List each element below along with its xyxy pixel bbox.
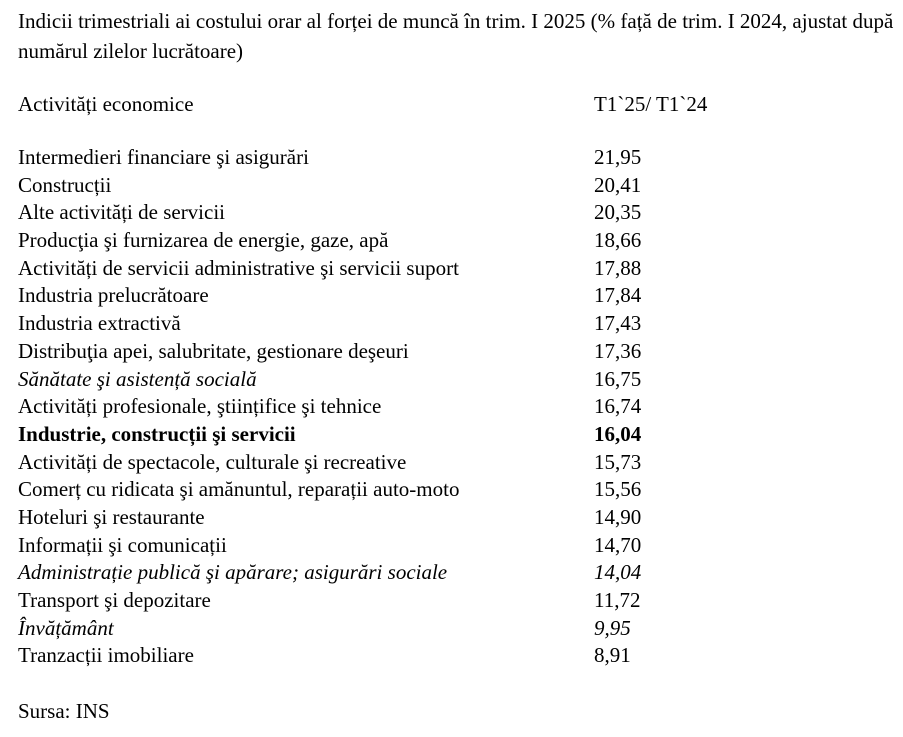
table-row — [18, 421, 898, 449]
document-title: Indicii trimestriali ai costului orar al forței de muncă în trim. I 2025 (% față de trim. I 2024, ajustat după numărul zilelor lucrătoare) — [18, 9, 894, 63]
table-row — [18, 282, 898, 310]
table-row — [18, 338, 898, 366]
table-row — [18, 642, 898, 670]
table-row — [18, 172, 898, 200]
table-row — [18, 199, 898, 227]
index-value: 11,72 — [594, 588, 641, 612]
index-value: 16,74 — [594, 394, 642, 419]
activity-name: Industria prelucrătoare — [18, 283, 209, 308]
activity-name: Producţia şi furnizarea de energie, gaze, apă — [18, 228, 389, 253]
index-value: 20,41 — [594, 172, 642, 197]
table-row — [18, 144, 898, 172]
index-value: 14,90 — [594, 504, 642, 529]
index-value: 18,66 — [594, 228, 642, 253]
index-value: 17,88 — [594, 255, 642, 280]
table-header — [18, 90, 898, 118]
activity-name: Construcții — [18, 172, 112, 197]
activity-name: Comerț cu ridicata şi amănuntul, reparații auto-moto — [18, 477, 460, 502]
index-value: 21,95 — [594, 145, 642, 169]
table-row — [18, 255, 898, 283]
table-row — [18, 476, 898, 504]
index-value: 17,43 — [594, 311, 642, 336]
table-row — [18, 559, 898, 587]
header-period-label: T1`25/ T1`24 — [594, 92, 708, 116]
activity-name: Activități de servicii administrative şi servicii suport — [18, 255, 459, 280]
activity-name: Distribuţia apei, salubritate, gestionare deşeuri — [18, 338, 409, 363]
index-value: 8,91 — [594, 643, 631, 668]
header-activity-label: Activități economice — [18, 92, 194, 116]
source-note: Sursa: INS — [18, 699, 110, 723]
index-value: 14,04 — [594, 560, 642, 585]
table-row — [18, 449, 898, 477]
table-row — [18, 504, 898, 532]
activity-name: Hoteluri şi restaurante — [18, 504, 205, 529]
activity-name: Sănătate şi asistență socială — [18, 366, 257, 391]
index-value: 17,36 — [594, 338, 642, 363]
index-value: 16,04 — [594, 421, 642, 446]
activity-name: Alte activități de servicii — [18, 200, 226, 225]
index-value: 16,75 — [594, 366, 642, 391]
activity-name: Transport şi depozitare — [18, 588, 211, 612]
index-value: 14,70 — [594, 532, 642, 557]
activity-name: Industrie, construcții şi servicii — [18, 421, 296, 446]
table-row — [18, 393, 898, 421]
index-value: 15,56 — [594, 477, 642, 502]
index-value: 15,73 — [594, 449, 642, 474]
activity-name: Activități de spectacole, culturale şi recreative — [18, 449, 407, 474]
activity-name: Administrație publică şi apărare; asigurări sociale — [18, 560, 448, 585]
table-row — [18, 310, 898, 338]
activity-name: Tranzacții imobiliare — [18, 643, 194, 668]
activity-name: Intermedieri financiare şi asigurări — [18, 145, 309, 169]
index-value: 20,35 — [594, 200, 642, 225]
table-row — [18, 587, 898, 615]
index-value: 9,95 — [594, 615, 631, 640]
index-value: 17,84 — [594, 283, 642, 308]
activity-name: Informații şi comunicații — [18, 532, 227, 557]
activity-name: Învățământ — [18, 615, 114, 640]
table-row — [18, 615, 898, 643]
table-row — [18, 366, 898, 394]
table-row — [18, 227, 898, 255]
activity-table — [18, 144, 898, 670]
activity-name: Activități profesionale, ştiințifice şi tehnice — [18, 394, 382, 419]
activity-name: Industria extractivă — [18, 311, 181, 336]
table-row — [18, 532, 898, 560]
